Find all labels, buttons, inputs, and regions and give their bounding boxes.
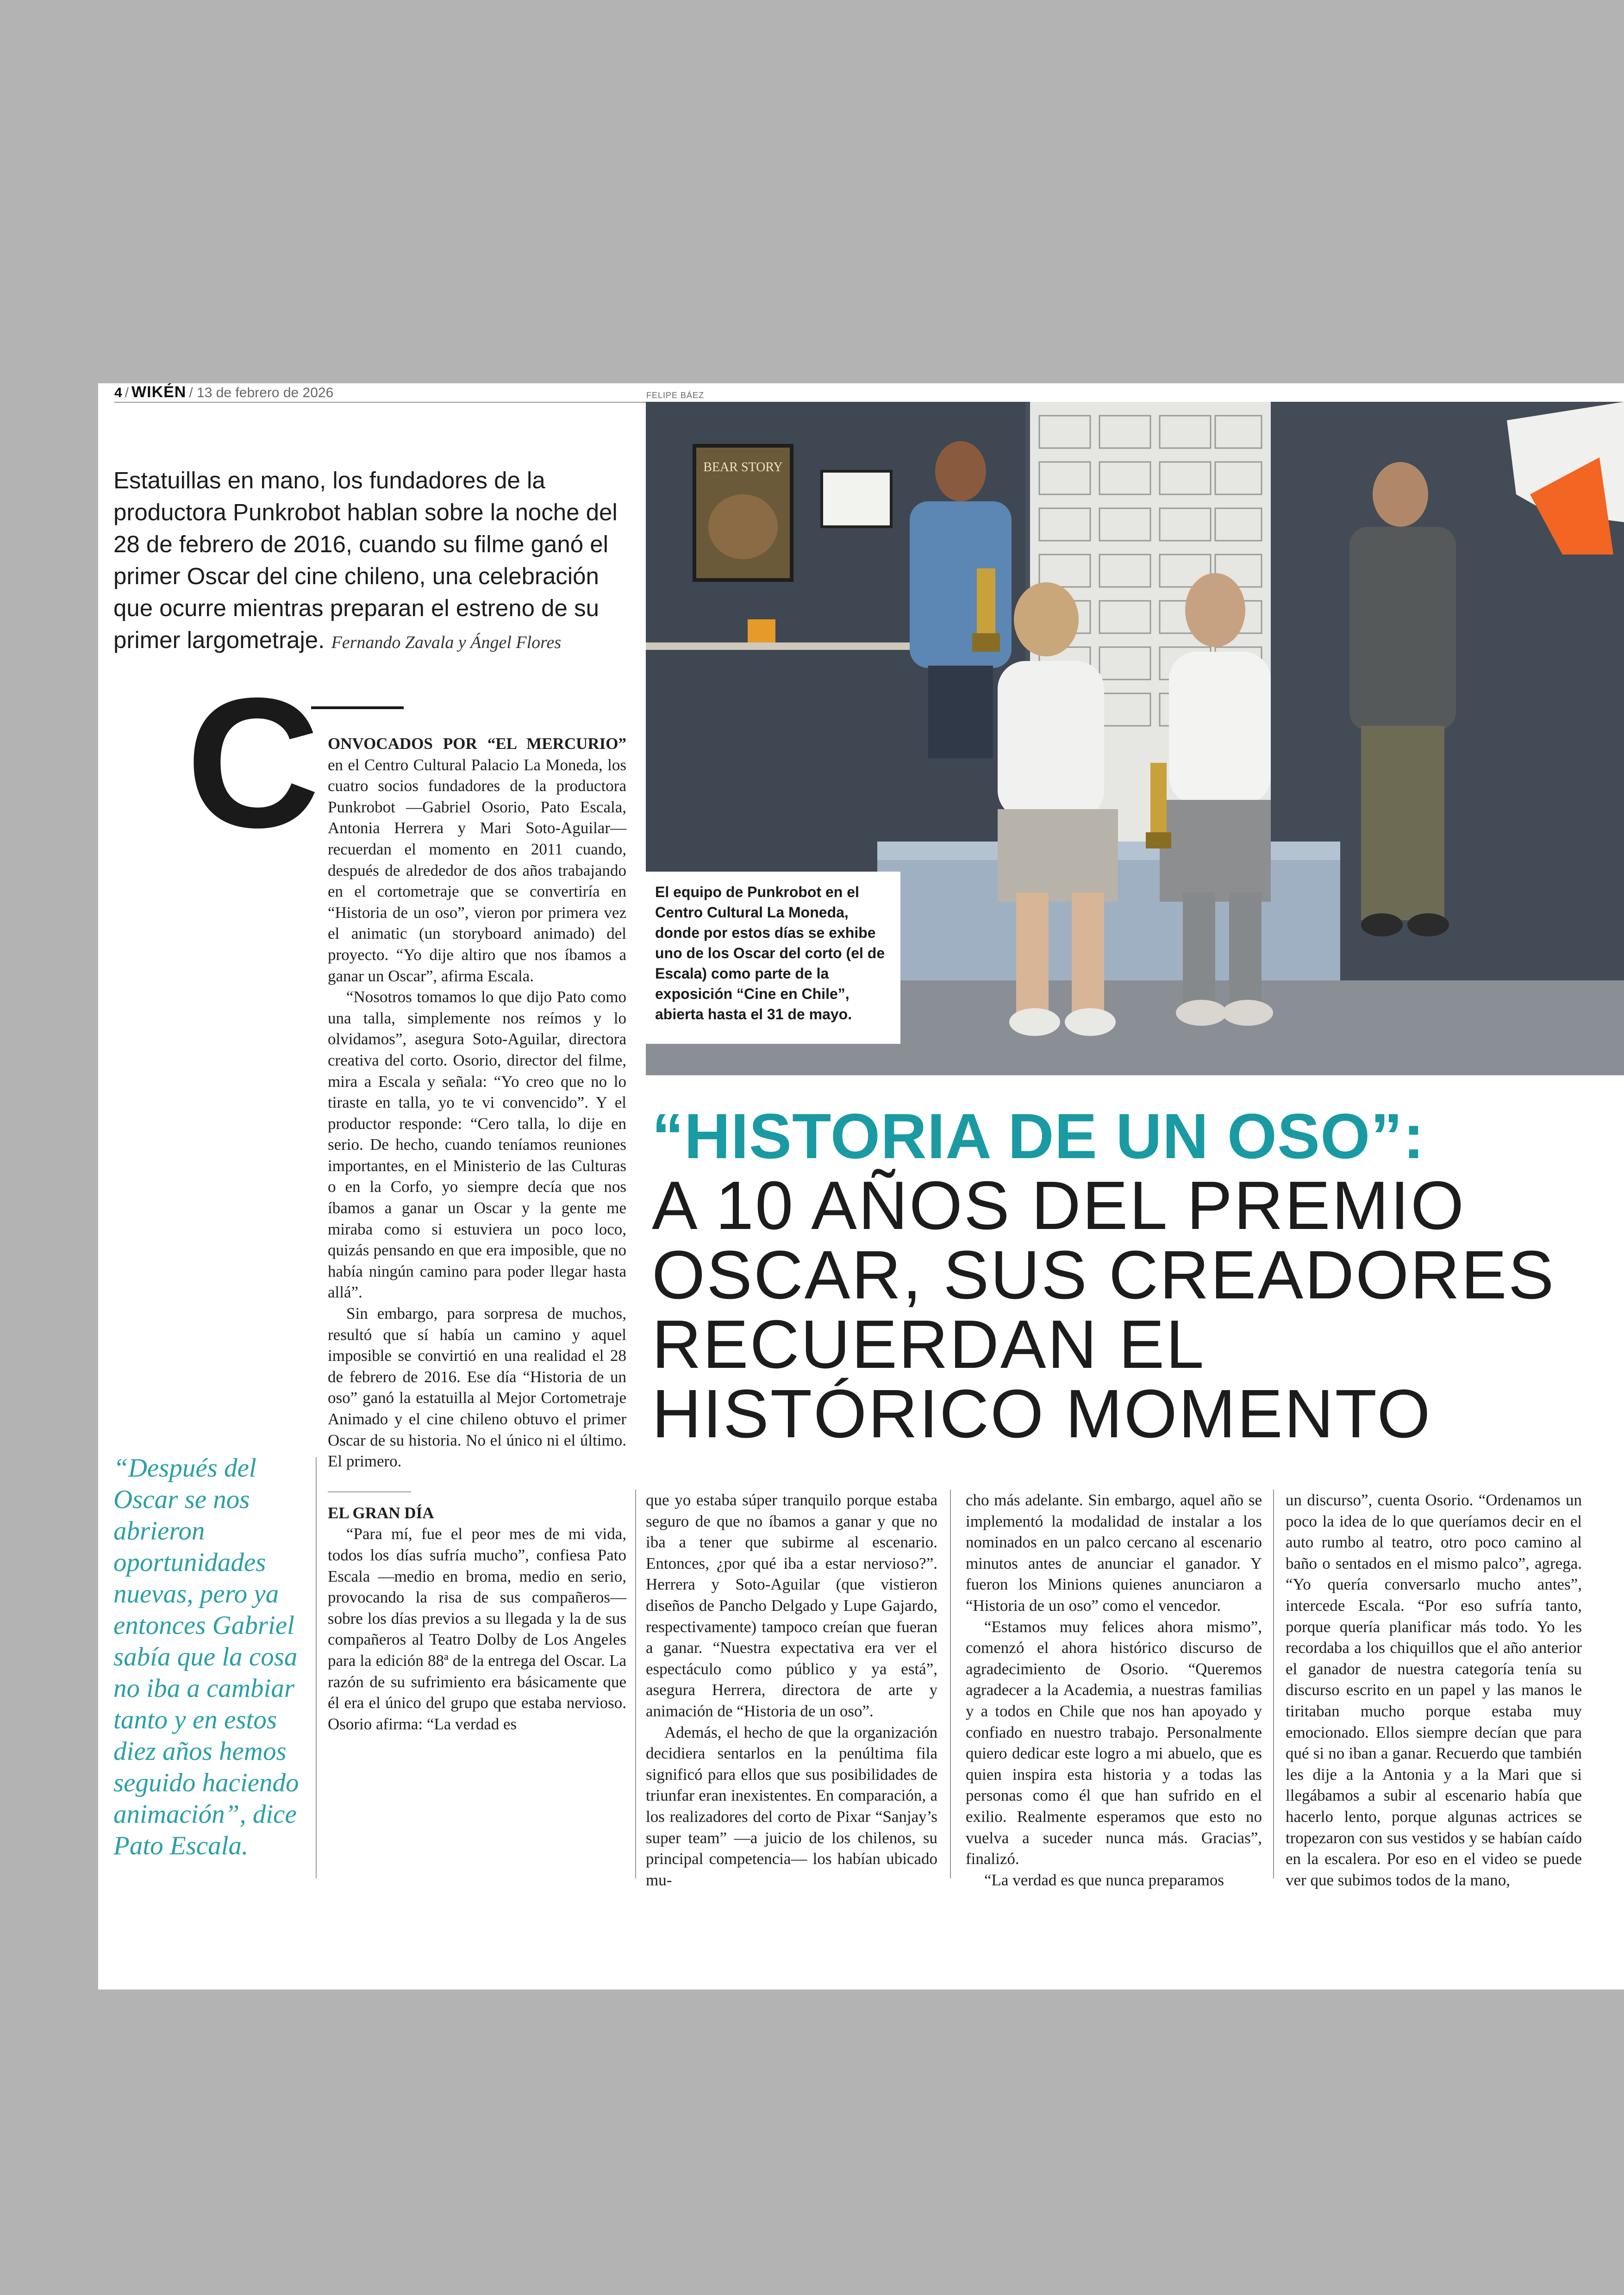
article-paragraph: “Nosotros tomamos lo que dijo Pato como una talla, simplemente nos reímos y lo olvidamos”, asegura Soto-Aguilar, directora creativa del corto. Osorio, director del filme, mira a Escala y señala: “Yo creo que no lo tiraste en talla, yo te vi convencido”. Y el productor responde: “Cero talla, lo dije en serio. De hecho, cuando teníamos reuniones importantes, en el Ministerio de las Culturas o en la Corfo, yo siempre decía que nos íbamos a ganar un Oscar y la gente me miraba como si estuviera un poco loco, quizás pensando en que era imposible, que no había ningún camino para poder llegar hasta allá”. [328,988,626,1302]
header-separator: / [125,385,129,400]
intro-deck [113,464,627,659]
headline-line: RECUERDAN EL [652,1306,1206,1383]
dropcap-letter: C [186,659,320,866]
headline-line: HISTÓRICO MOMENTO [652,1376,1432,1452]
photo-credit: FELIPE BÁEZ [646,391,705,400]
article-paragraph: “Estamos muy felices ahora mismo”, comenzó el ahora histórico discurso de agradecimiento de Osorio. “Queremos agradecer a la Academia, a nuestras familias y a todos en Chile que nos han apoyado y confiado en nuestro trabajo. Personalmente quiero dedicar este logro a mi abuelo, que es quien inspira esta historia y a todas las personas como él que han sufrido en el exilio. Realmente esperamos que esto no vuelva a suceder nunca más. Gracias”, finalizó. [966,1617,1262,1868]
section-subhead: EL GRAN DÍA [328,1503,434,1522]
headline [652,1101,1624,1452]
article-paragraph: “La verdad es que nunca preparamos [984,1871,1224,1889]
pull-quote: “Después del Oscar se nos abrieron oportunidades nuevas, pero ya entonces Gabriel sabía que la cosa no iba a cambiar tanto y en estos diez años hemos seguido haciendo animación”, dice Pato Escala. [113,1453,299,1860]
lead-text: en el Centro Cultural Palacio La Moneda, los cuatro socios fundadores de la productora Punkrobot —Gabriel Osorio, Pato Escala, Antonia Herrera y Mari Soto-Aguilar— recuerdan el momento en 2011 cuando, después de alrededor de dos años trabajando en el cortometraje que se convertiría en “Historia de un oso”, vieron por primera vez el animatic (un storyboard animado) del proyecto. “Yo dije altiro que nos íbamos a ganar un Oscar”, afirma Escala. [328,755,626,985]
article-paragraph: Además, el hecho de que la organización decidiera sentarlos en la penúltima fila significó para ellos que sus posibilidades de triunfar eran inexistentes. En comparación, a los realizadores del corto de Pixar “Sanjay’s super team” —a juicio de los chilenos, su principal competencia— los habían ubicado mu- [646,1723,937,1889]
publication-logo: WIKÉN [131,383,187,401]
article-column-4 [1286,1490,1582,1890]
article-paragraph [328,733,626,986]
headline-line: OSCAR, SUS CREADORES [652,1237,1555,1313]
issue-date: / 13 de febrero de 2026 [189,385,334,400]
article-paragraph: “Para mí, fue el peor mes de mi vida, todos los días sufría mucho”, confiesa Pato Escala —medio en broma, medio en serio, provocando la risa de sus compañeros— sobre los días previos a su llegada y la de sus compañeros al Teatro Dolby de Los Angeles para la edición 88ª de la entrega del Oscar. La razón de su sufrimiento era básicamente que él era el único del grupo que estaba nervioso. Osorio afirma: “La verdad es [328,1525,626,1733]
photo-caption: El equipo de Punkrobot en el Centro Cultural La Moneda, donde por estos días se exhibe uno de los Oscar del corto (el de Escala) como parte de la exposición “Cine en Chile”, abierta hasta el 31 de mayo. [646,872,900,1044]
header-rule [114,402,730,403]
poster-title: BEAR STORY [703,460,783,474]
page-number: 4 [114,385,122,400]
byline: Fernando Zavala y Ángel Flores [331,633,562,652]
intro-rule [311,706,404,709]
section-rule [328,1491,411,1492]
column-rule [950,1490,951,1878]
article-column-3 [966,1490,1262,1890]
page-header [114,383,333,402]
headline-title: “HISTORIA DE UN OSO”: [652,1101,1425,1172]
intro-text: Estatuillas en mano, los fundadores de la productora Punkrobot hablan sobre la noche del 28 de febrero de 2016, cuando su filme ganó el primer Oscar del cine chileno, una celebración que ocurre mientras preparan el estreno de su primer largometraje. [113,467,618,653]
column-rule [316,1457,317,1878]
article-column-2 [646,1490,937,1890]
article-paragraph: cho más adelante. Sin embargo, aquel año se implementó la modalidad de instalar a los nominados en un palco cercano al escenario minutos antes de anunciar el ganador. Y fueron los Minions quienes anunciaron a “Historia de un oso” como el vencedor. [966,1491,1262,1615]
column-rule [635,1490,636,1878]
article-paragraph: un discurso”, cuenta Osorio. “Ordenamos un poco la idea de lo que queríamos decir en el auto rumbo al teatro, otro poco camino al baño o sentados en el mismo palco”, agrega. “Yo quería conversarlo mucho antes”, intercede Escala. “Por eso sufría tanto, porque quería planificar más todo. Yo les recordaba a los chiquillos que el año anterior el ganador de nuestra categoría tenía su discurso escrito en un papel y las manos le tiritaban mucho porque estaba muy emocionado. Ellos siempre decían que para qué si no iban a ganar. Recuerdo que también les dije a la Antonia y a la Mari que si llegábamos a subir al escenario había que hacerlo lento, porque algunas actrices se tropezaron con sus vestidos y se habían caído en la escalera. Por eso en el video se puede ver que subimos todos de la mano, [1286,1491,1582,1889]
article-column-1 [328,733,626,1734]
article-paragraph: Sin embargo, para sorpresa de muchos, resultó que sí había un camino y aquel imposible se convirtió en una realidad el 28 de febrero de 2016. Ese día “Historia de un oso” ganó la estatuilla al Mejor Cortometraje Animado y el cine chileno obtuvo el primer Oscar de su historia. No el único ni el último. El primero. [328,1304,626,1471]
newspaper-page [98,383,1624,1989]
headline-line: A 10 AÑOS DEL PREMIO [652,1167,1466,1244]
article-paragraph: que yo estaba súper tranquilo porque estaba seguro de que no íbamos a ganar y que no iba a tener que subirme al escenario. Entonces, ¿por qué iba a estar nervioso?”. Herrera y Soto-Aguilar (que vistieron diseños de Pancho Delgado y Lupe Gajardo, respectivamente) tampoco creían que fueran a ganar. “Nuestra expectativa era ver el espectáculo como público y ya está”, asegura Herrera, directora de arte y animación de “Historia de un oso”. [646,1491,937,1720]
column-rule [1273,1490,1274,1878]
lead-caps: ONVOCADOS POR “EL MERCURIO” [328,735,626,753]
